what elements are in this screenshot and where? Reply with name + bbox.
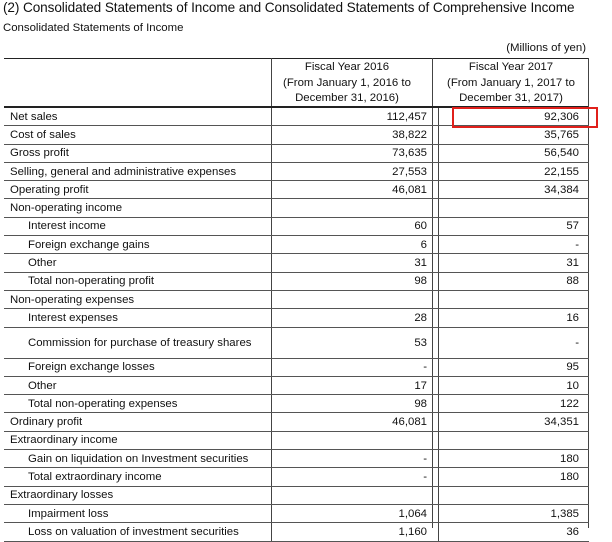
column-header-line: December 31, 2017) <box>459 92 563 104</box>
fy2017-value: 10 <box>439 376 590 394</box>
fy2017-value: 92,306 <box>439 108 590 126</box>
fy2016-value: - <box>272 450 439 468</box>
row-label: Commission for purchase of treasury shares <box>4 327 272 358</box>
fy2017-value: 56,540 <box>439 144 590 162</box>
fy2016-value: 112,457 <box>272 108 439 126</box>
fy2017-value: 1,385 <box>439 504 590 522</box>
fy2017-value: 34,351 <box>439 413 590 431</box>
table-row <box>4 199 589 217</box>
table-row <box>4 523 589 541</box>
fy2016-value: 27,553 <box>272 162 439 180</box>
table-row <box>4 272 589 290</box>
fy2017-value: 88 <box>439 272 590 290</box>
fy2016-value: 46,081 <box>272 181 439 199</box>
fy2016-value: 98 <box>272 395 439 413</box>
fy2016-value: 28 <box>272 309 439 327</box>
row-label: Selling, general and administrative expenses <box>4 162 272 180</box>
row-label: Gain on liquidation on Investment securities <box>4 450 272 468</box>
fy2017-value: 35,765 <box>439 126 590 144</box>
column-header-line: (From January 1, 2016 to <box>283 76 411 89</box>
row-label: Operating profit <box>4 181 272 199</box>
fy2017-value: 95 <box>439 358 590 376</box>
fy2016-value: 6 <box>272 236 439 254</box>
row-label: Interest income <box>4 217 272 235</box>
table-row <box>4 162 589 180</box>
table-row <box>4 450 589 468</box>
row-label: Total non-operating profit <box>4 272 272 290</box>
fy2017-value: 36 <box>439 523 590 541</box>
fy2016-value: - <box>272 468 439 486</box>
table-row <box>4 468 589 486</box>
fy2016-value: 17 <box>272 376 439 394</box>
row-label: Gross profit <box>4 144 272 162</box>
fy2017-value: 22,155 <box>439 162 590 180</box>
table-row <box>4 358 589 376</box>
fy2016-value: - <box>272 358 439 376</box>
fy2016-value: 1,064 <box>272 504 439 522</box>
document-title: (2) Consolidated Statements of Income and Consolidated Statements of Comprehensive Income <box>3 0 575 15</box>
table-row <box>4 108 589 126</box>
row-label: Other <box>4 376 272 394</box>
table-row <box>4 254 589 272</box>
column-header-fy2016 <box>272 60 422 107</box>
fy2017-value <box>439 290 590 308</box>
fy2017-value: 31 <box>439 254 590 272</box>
table-row <box>4 376 589 394</box>
fy2017-value <box>439 199 590 217</box>
fy2016-value: 53 <box>272 327 439 358</box>
column-header-line: Fiscal Year 2017 <box>468 61 554 73</box>
row-label: Ordinary profit <box>4 413 272 431</box>
column-header-line: December 31, 2016) <box>295 92 399 104</box>
table-row <box>4 144 589 162</box>
fy2017-value: - <box>439 236 590 254</box>
column-header-line: Fiscal Year 2016 <box>304 61 390 73</box>
fy2016-value <box>272 290 439 308</box>
fy2016-value: 1,160 <box>272 523 439 541</box>
row-label: Foreign exchange gains <box>4 236 272 254</box>
fy2017-value: - <box>439 327 590 358</box>
unit-note: (Millions of yen) <box>506 42 586 54</box>
table-row <box>4 181 589 199</box>
row-label: Cost of sales <box>4 126 272 144</box>
fy2017-value: 180 <box>439 450 590 468</box>
fy2017-value: 122 <box>439 395 590 413</box>
fy2017-value: 180 <box>439 468 590 486</box>
row-label: Net sales <box>4 108 272 126</box>
fy2016-value <box>272 431 439 449</box>
column-header-fy2017 <box>436 60 586 107</box>
table-row <box>4 126 589 144</box>
row-label: Total extraordinary income <box>4 468 272 486</box>
table-row <box>4 431 589 449</box>
table-row <box>4 327 589 358</box>
fy2017-value: 16 <box>439 309 590 327</box>
row-label: Other <box>4 254 272 272</box>
table-row <box>4 486 589 504</box>
fy2016-value: 46,081 <box>272 413 439 431</box>
row-label: Loss on valuation of investment securities <box>4 523 272 541</box>
table-row <box>4 309 589 327</box>
row-label: Impairment loss <box>4 504 272 522</box>
row-label: Non-operating expenses <box>4 290 272 308</box>
fy2016-value <box>272 199 439 217</box>
table-top-rule <box>4 58 588 59</box>
row-label: Foreign exchange losses <box>4 358 272 376</box>
fy2016-value: 31 <box>272 254 439 272</box>
row-label: Interest expenses <box>4 309 272 327</box>
statement-subtitle: Consolidated Statements of Income <box>3 22 184 34</box>
table-row <box>4 290 589 308</box>
table-row <box>4 236 589 254</box>
table-row <box>4 395 589 413</box>
fy2016-value: 60 <box>272 217 439 235</box>
fy2016-value: 73,635 <box>272 144 439 162</box>
table-row <box>4 413 589 431</box>
row-label: Extraordinary losses <box>4 486 272 504</box>
fy2017-value: 34,384 <box>439 181 590 199</box>
fy2017-value <box>439 431 590 449</box>
fy2017-value <box>439 486 590 504</box>
table-row <box>4 504 589 522</box>
fy2017-value: 57 <box>439 217 590 235</box>
column-header-line: (From January 1, 2017 to <box>447 76 575 89</box>
row-label: Non-operating income <box>4 199 272 217</box>
row-label: Extraordinary income <box>4 431 272 449</box>
fy2016-value: 38,822 <box>272 126 439 144</box>
row-label: Total non-operating expenses <box>4 395 272 413</box>
table-row <box>4 217 589 235</box>
fy2016-value <box>272 486 439 504</box>
fy2016-value: 98 <box>272 272 439 290</box>
income-statement-table <box>4 108 589 542</box>
